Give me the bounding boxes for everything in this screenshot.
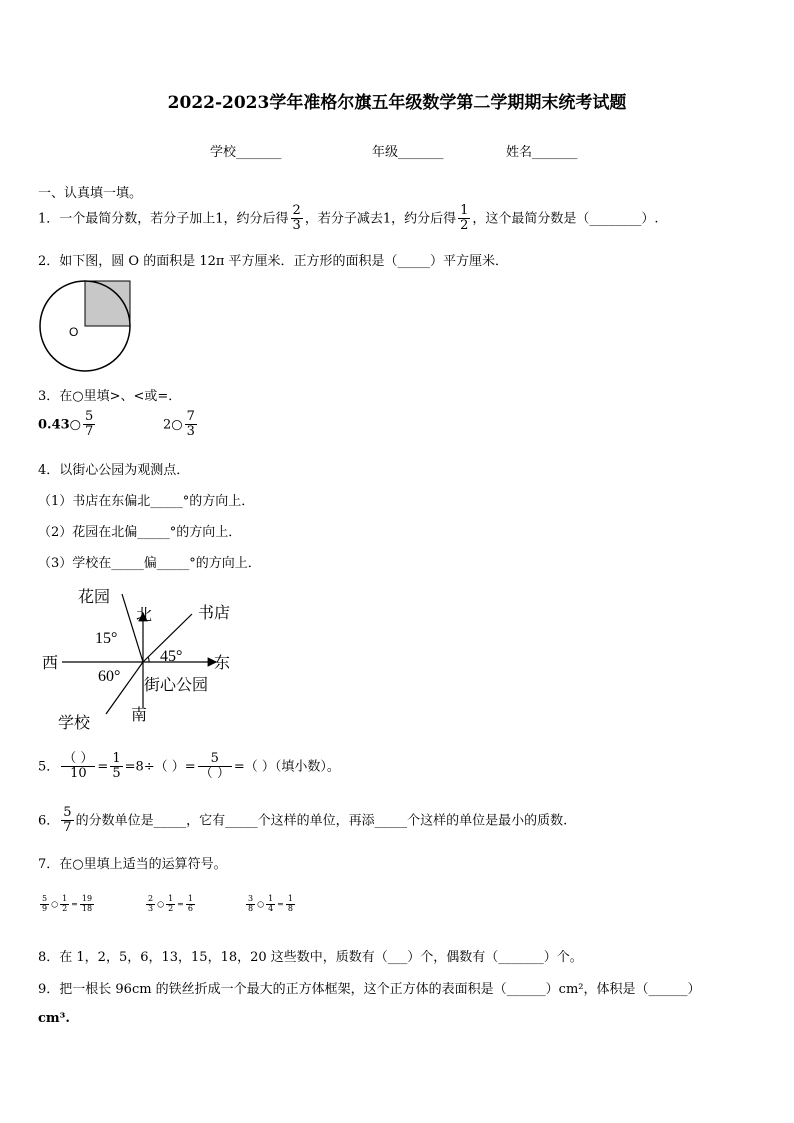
equation-2: $\frac{2}{3}$ ○ $\frac{1}{2}$ = $\frac{1}{6}$: [148, 894, 193, 913]
section-heading: 一、认真填一填。: [38, 186, 143, 201]
question-8: 8．在 1，2，5，6，13，15，18，20 这些数中，质数有（___）个，偶数有（_______）个。: [38, 950, 583, 965]
q4-sub-3: （3）学校在_____偏_____°的方向上．: [38, 556, 261, 571]
compare-a: 0.43○ $\frac{5}{7}$: [38, 409, 94, 440]
question-4: 4．以街心公园为观测点．: [38, 463, 190, 478]
label-east: 东: [214, 655, 231, 672]
label-60: 60°: [98, 668, 121, 685]
question-7: 7．在○里填上适当的运算符号。: [38, 857, 227, 872]
question-9: 9．把一根长 96cm 的铁丝折成一个最大的正方体框架，这个正方体的表面积是（______）cm²，体积是（______）: [38, 982, 701, 997]
q1-text-a: 1．一个最简分数，若分子加上1，约分后得: [38, 211, 289, 227]
question-5: 5． $\frac{( )}{10}$ = $\frac{1}{5}$ =8÷（ ）= $\frac{5}{( )}$ =（ ）（填小数）。: [38, 751, 340, 782]
name-field: 姓名_______: [506, 145, 578, 160]
label-south: 南: [131, 707, 148, 724]
center-label: O: [69, 325, 79, 339]
fraction: $\frac{2}{3}$: [292, 203, 301, 234]
garden-ray: [122, 594, 143, 662]
label-45: 45°: [160, 648, 183, 665]
label-west: 西: [42, 655, 59, 672]
question-1: [38, 204, 659, 234]
q1-text-b: ，若分子减去1，约分后得: [304, 211, 457, 227]
label-15: 15°: [95, 630, 118, 647]
equation-3: $\frac{3}{8}$ ○ $\frac{1}{4}$ = $\frac{1}{8}$: [248, 894, 293, 913]
question-2: 2．如下图，圆 O 的面积是 12π 平方厘米．正方形的面积是（_____）平方厘米．: [38, 254, 509, 269]
equation-1: $\frac{5}{9}$ ○ $\frac{1}{2}$ = $\frac{19}{18}$: [42, 894, 93, 913]
direction-diagram: [38, 580, 248, 730]
q4-sub-1: （1）书店在东偏北_____°的方向上．: [38, 494, 255, 509]
school-field: 学校_______: [210, 145, 282, 160]
circle-square-figure: [36, 278, 136, 374]
label-school: 学校: [58, 715, 91, 730]
grade-field: 年级_______: [372, 145, 444, 160]
q1-text-c: ，这个最简分数是（________）.: [472, 211, 659, 227]
question-6: 6． $\frac{5}{7}$ 的分数单位是_____，它有_____个这样的单位，再添_____个这样的单位是最小的质数.: [38, 805, 568, 836]
compare-b: 2○ $\frac{7}{3}$: [163, 409, 195, 440]
fraction: $\frac{1}{2}$: [460, 203, 469, 234]
label-bookstore: 书店: [198, 605, 231, 622]
question-3: 3．在○里填>、<或=．: [38, 389, 182, 404]
q4-sub-2: （2）花园在北偏_____°的方向上．: [38, 525, 242, 540]
label-north: 北: [136, 607, 153, 624]
question-9-tail: cm³.: [38, 1011, 70, 1026]
angle-arc: [148, 657, 149, 662]
label-park: 街心公园: [144, 677, 209, 694]
page-title: 2022-2023学年准格尔旗五年级数学第二学期期末统考试题: [167, 93, 627, 113]
label-garden: 花园: [78, 589, 111, 606]
